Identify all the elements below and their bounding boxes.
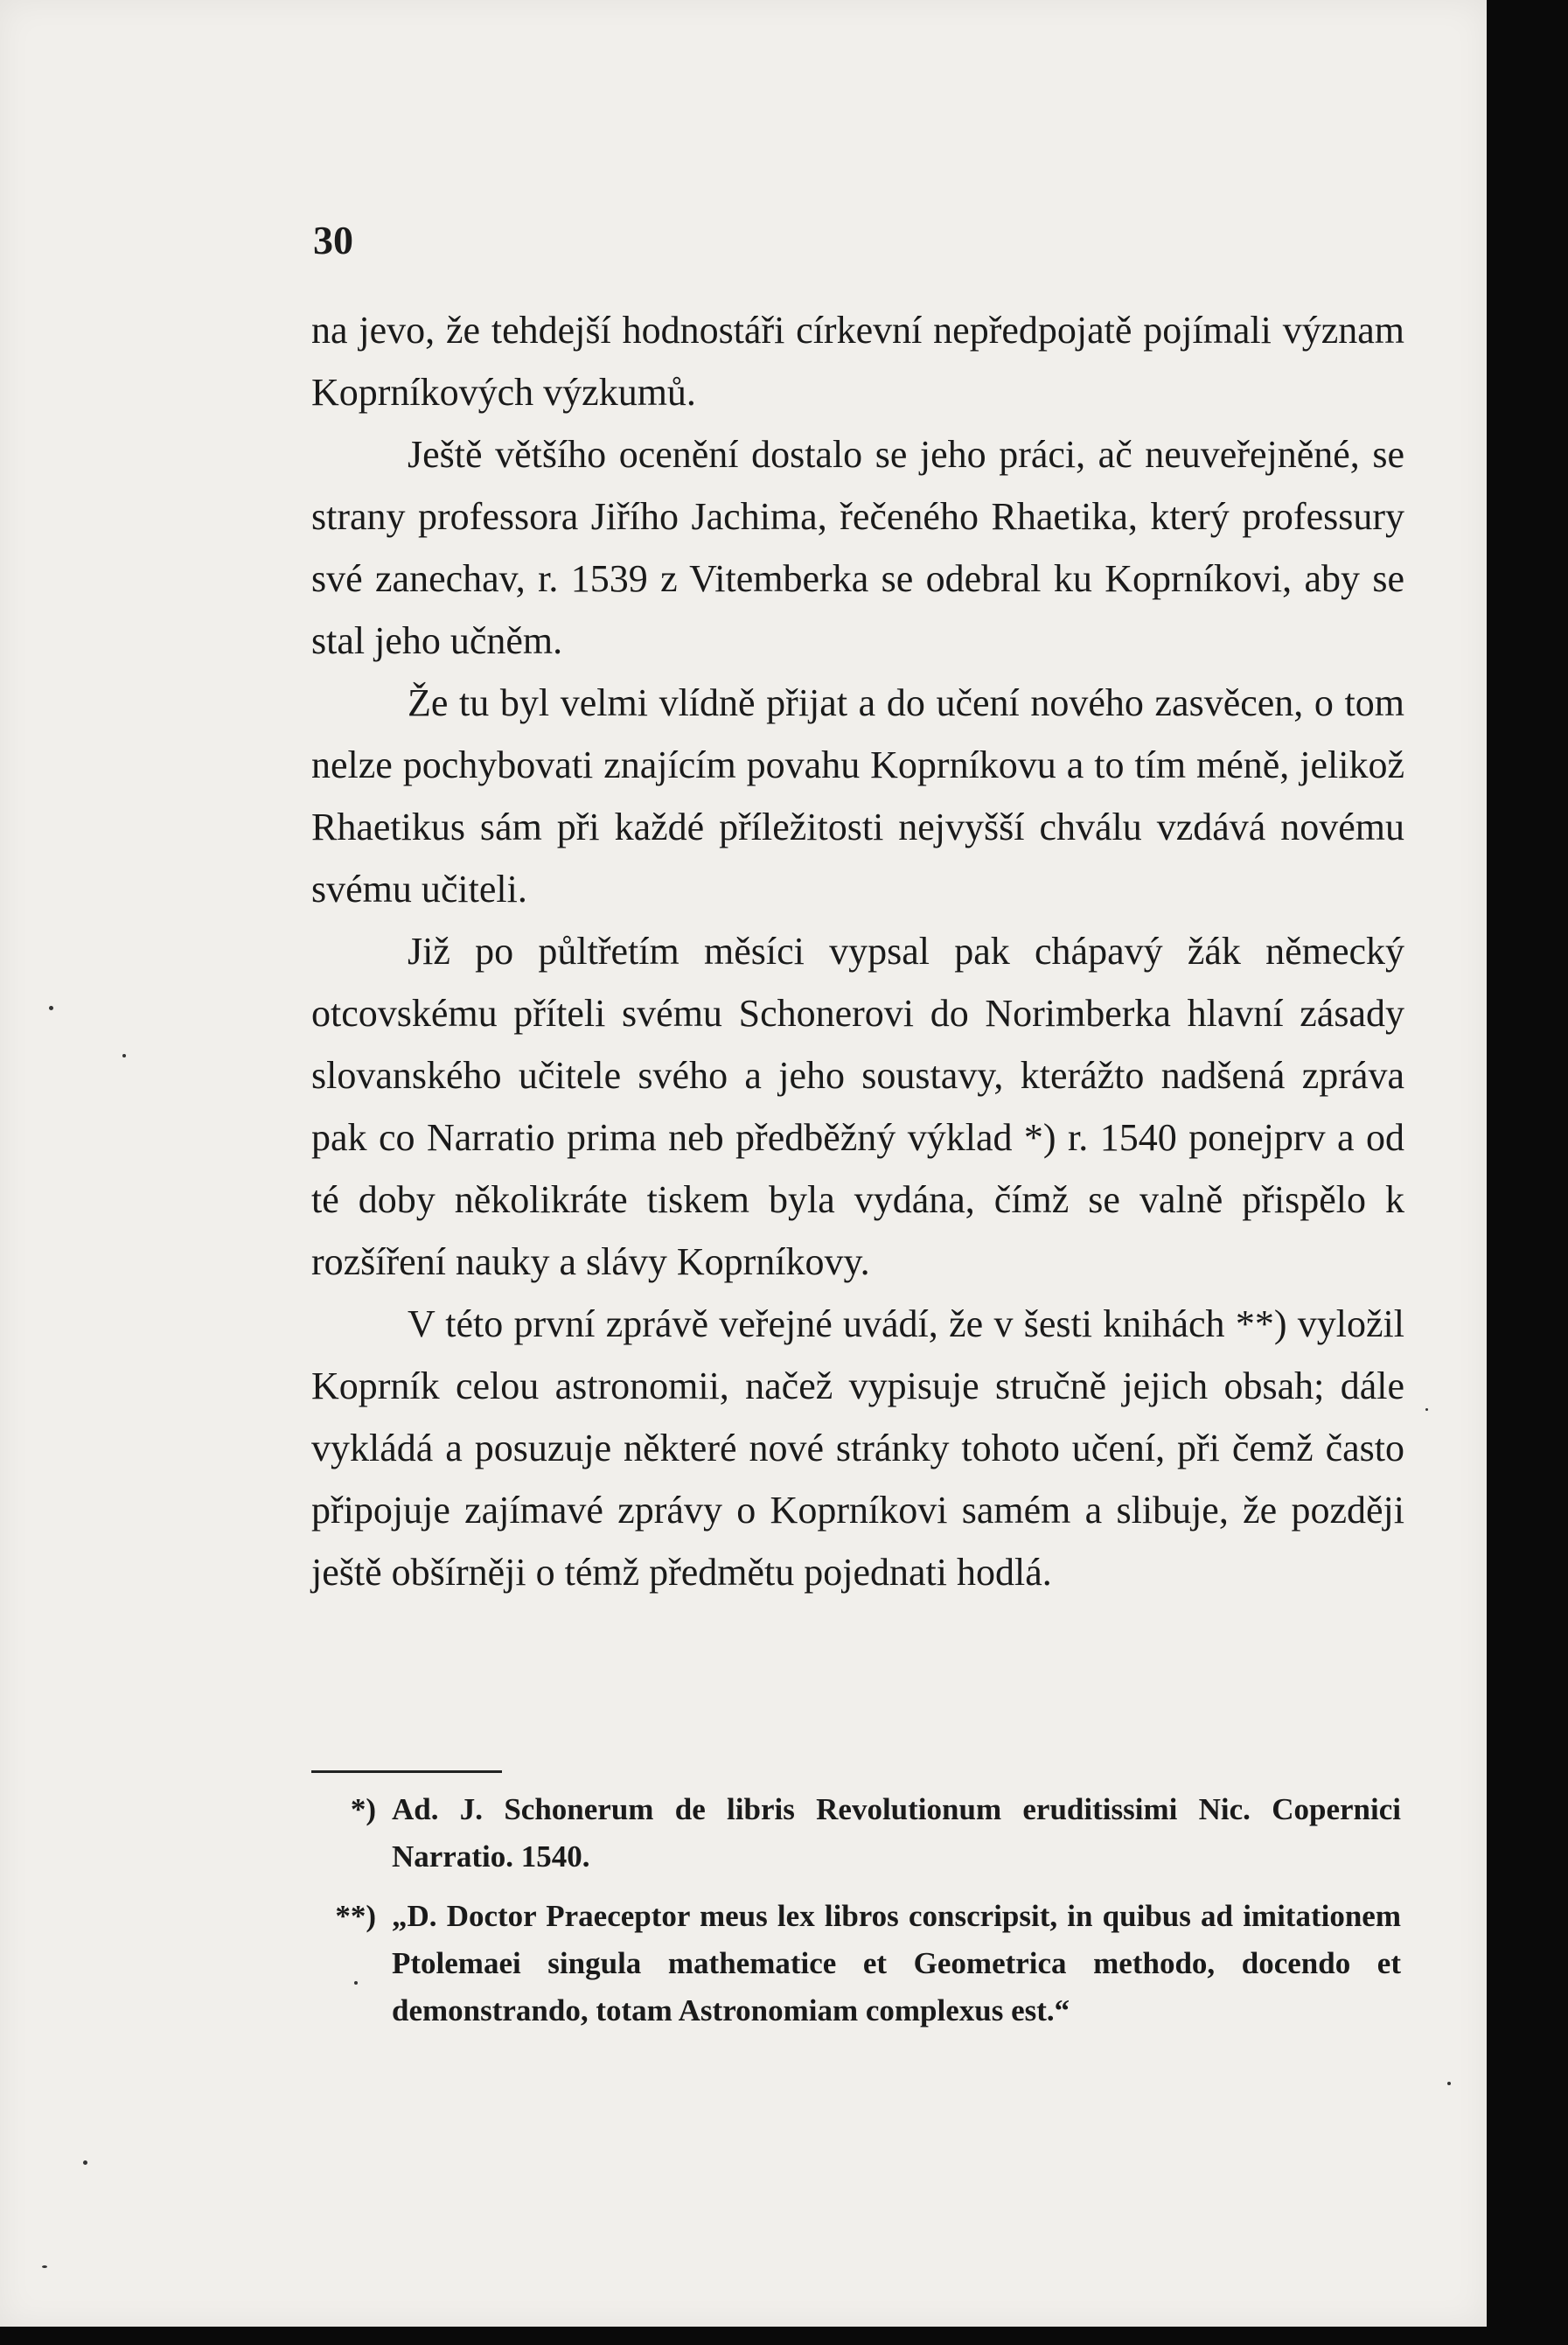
paragraph-1: na jevo, že tehdejší hodnostáři církevní nepředpojatě pojímali význam Koprníkových výzkumů. <box>311 309 1404 414</box>
footnote-1 <box>324 1786 1401 1881</box>
body-text <box>311 299 1404 1603</box>
paragraph-4: Již po půltřetím měsíci vypsal pak chápavý žák německý otcovskému příteli svému Schonerovi do Norimberka hlavní zásady slovanského učitele svého a jeho soustavy, kterážto nadšená zpráva pak co Narratio prima neb předběžný výklad *) r. 1540 ponejprv a od té doby několikráte tiskem byla vydána, čímž se valně přispělo k rozšíření nauky a slávy Koprníkovy. <box>311 930 1404 1283</box>
paper-speck <box>1447 2082 1451 2085</box>
footnote-mark: **) <box>335 1899 376 1933</box>
paper-speck <box>122 1054 126 1057</box>
footnotes <box>324 1786 1401 2047</box>
paragraph-5: V této první zprávě veřejné uvádí, že v šesti knihách **) vyložil Koprník celou astronomii, načež vypisuje stručně jejich obsah; dále vykládá a posuzuje některé nové stránky tohoto učení, při čemž často připojuje zajímavé zprávy o Koprníkovi samém a slibuje, že později ještě obšírněji o témž předmětu pojednati hodlá. <box>311 1302 1404 1594</box>
footnote-text: „D. Doctor Praeceptor meus lex libros conscripsit, in quibus ad imitationem Ptolemaei singula mathematice et Geometrica methodo, docendo et demonstrando, totam Astronomiam complexus est.“ <box>392 1899 1401 2027</box>
page-number: 30 <box>313 218 353 262</box>
footnote-mark: *) <box>350 1792 376 1826</box>
footnote-text: Ad. J. Schonerum de libris Revolutionum eruditissimi Nic. Copernici Narratio. 1540. <box>392 1792 1401 1874</box>
paper-speck <box>1425 1408 1428 1411</box>
paper-speck <box>42 2265 47 2268</box>
paper-speck <box>354 1981 358 1985</box>
footnote-divider <box>311 1770 502 1773</box>
paper-speck <box>49 1006 53 1010</box>
paragraph-3: Že tu byl velmi vlídně přijat a do učení nového zasvěcen, o tom nelze pochybovati znajícím povahu Koprníkovu a to tím méně, jelikož Rhaetikus sám při každé příležitosti nejvyšší chválu vzdává novému svému učiteli. <box>311 681 1404 911</box>
footnote-2 <box>324 1893 1401 2034</box>
paragraph-2: Ještě většího ocenění dostalo se jeho práci, ač neuveřejněné, se strany professora Jiřího Jachima, řečeného Rhaetika, který professury své zanechav, r. 1539 z Vitemberka se odebral ku Koprníkovi, aby se stal jeho učněm. <box>311 433 1404 662</box>
paper-speck <box>83 2160 87 2165</box>
